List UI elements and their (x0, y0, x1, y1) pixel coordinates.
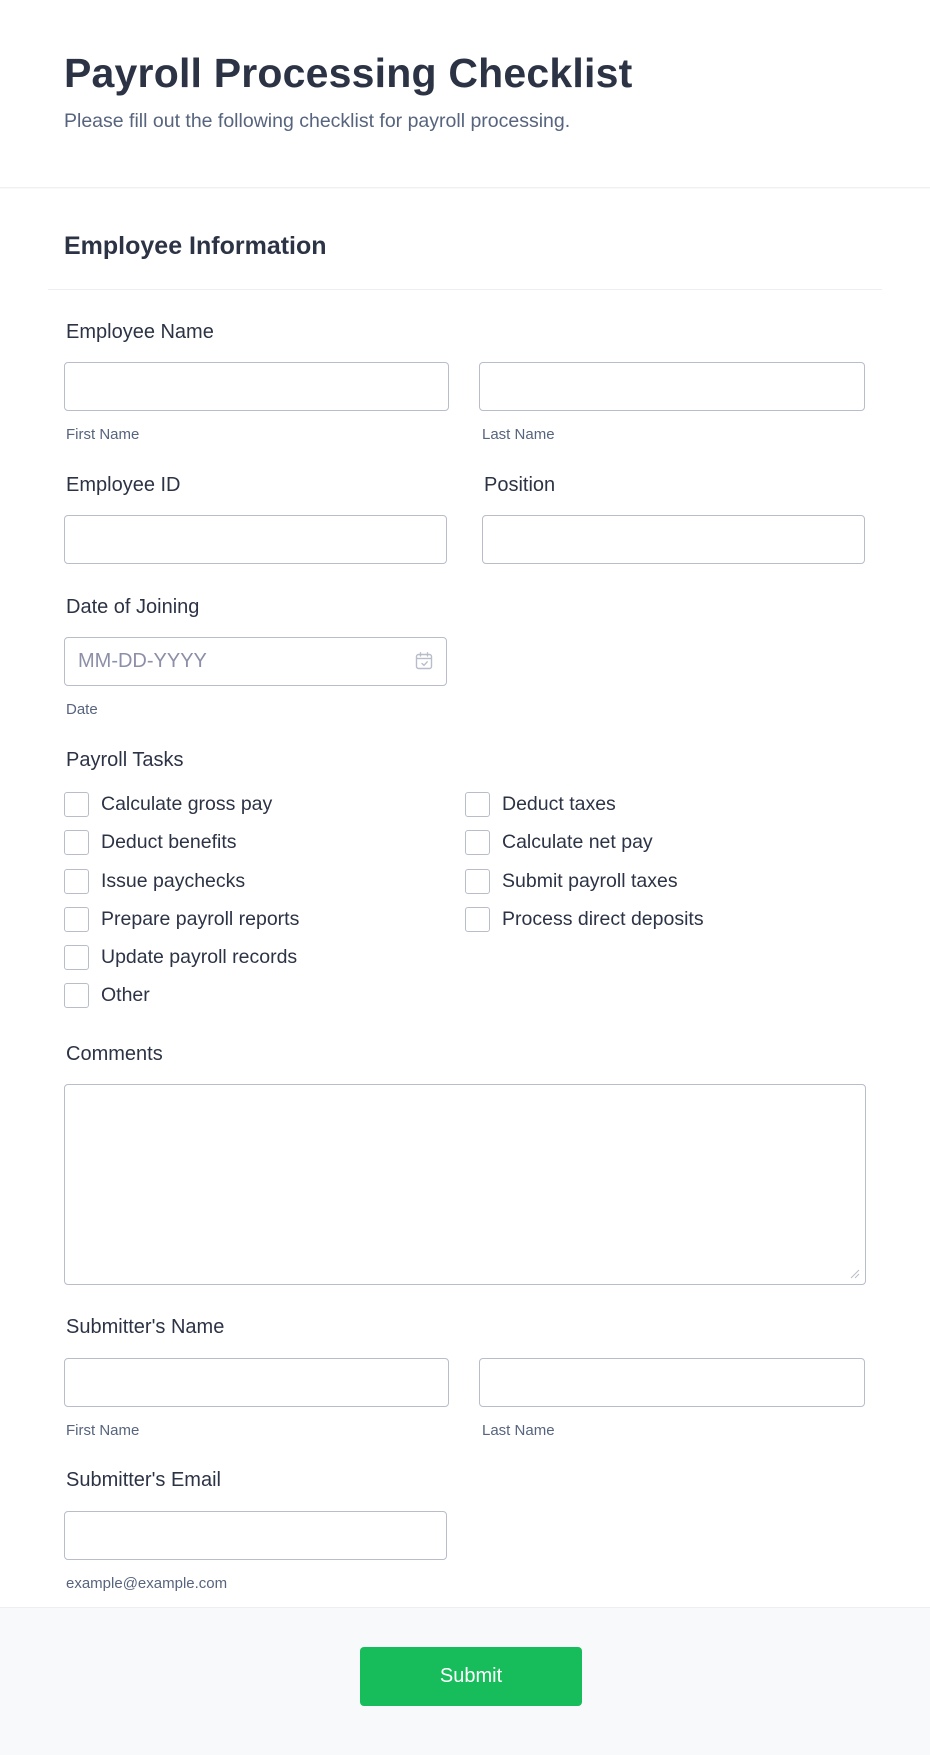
employee-id-input[interactable] (64, 515, 447, 564)
position-input[interactable] (482, 515, 865, 564)
submitter-email-label: Submitter's Email (66, 1469, 221, 1491)
employee-id-label: Employee ID (66, 474, 181, 496)
checkbox-option[interactable] (465, 791, 616, 817)
employee-name-label: Employee Name (66, 321, 214, 343)
calendar-icon[interactable] (414, 651, 434, 671)
checkbox-option[interactable] (64, 906, 299, 932)
checkbox[interactable] (64, 792, 89, 817)
checkbox[interactable] (465, 792, 490, 817)
submitter-first-name-sublabel: First Name (66, 1422, 140, 1439)
employee-last-name-input[interactable] (479, 362, 865, 411)
submit-button[interactable]: Submit (360, 1647, 582, 1706)
section-title: Employee Information (64, 232, 327, 260)
checkbox[interactable] (465, 907, 490, 932)
checkbox-label[interactable]: Prepare payroll reports (101, 907, 300, 930)
checkbox[interactable] (465, 830, 490, 855)
checkbox-option[interactable] (465, 829, 653, 855)
checkbox-option[interactable] (465, 906, 704, 932)
checkbox[interactable] (64, 945, 89, 970)
checkbox[interactable] (64, 907, 89, 932)
checkbox-label[interactable]: Submit payroll taxes (502, 869, 678, 892)
date-of-joining-input[interactable] (64, 637, 447, 686)
checkbox-option[interactable] (465, 868, 678, 894)
checkbox-label[interactable]: Deduct benefits (101, 830, 237, 853)
submitter-email-input[interactable] (64, 1511, 447, 1560)
submitter-last-name-sublabel: Last Name (482, 1422, 555, 1439)
checkbox-label[interactable]: Other (101, 983, 150, 1006)
checkbox-option[interactable] (64, 791, 272, 817)
employee-first-name-sublabel: First Name (66, 426, 140, 443)
checkbox-label[interactable]: Issue paychecks (101, 869, 246, 892)
form-header (0, 0, 930, 188)
checkbox-label[interactable]: Deduct taxes (502, 792, 616, 815)
checkbox-label[interactable]: Process direct deposits (502, 907, 704, 930)
checkbox[interactable] (64, 983, 89, 1008)
checkbox[interactable] (465, 869, 490, 894)
date-of-joining-sublabel: Date (66, 701, 98, 718)
form-title: Payroll Processing Checklist (64, 50, 633, 96)
checkbox[interactable] (64, 830, 89, 855)
section-divider (48, 289, 882, 290)
checkbox[interactable] (64, 869, 89, 894)
date-of-joining-label: Date of Joining (66, 596, 200, 618)
resize-handle-icon[interactable] (850, 1269, 860, 1279)
checkbox-option[interactable] (64, 982, 150, 1008)
submitter-last-name-input[interactable] (479, 1358, 865, 1407)
checkbox-label[interactable]: Update payroll records (101, 945, 298, 968)
submitter-email-sublabel: example@example.com (66, 1575, 228, 1592)
checkbox-option[interactable] (64, 944, 297, 970)
form-subtitle: Please fill out the following checklist for payroll processing. (64, 110, 571, 132)
employee-last-name-sublabel: Last Name (482, 426, 555, 443)
comments-label: Comments (66, 1043, 163, 1065)
checkbox-label[interactable]: Calculate net pay (502, 830, 653, 853)
employee-first-name-input[interactable] (64, 362, 449, 411)
checkbox-label[interactable]: Calculate gross pay (101, 792, 273, 815)
submitter-first-name-input[interactable] (64, 1358, 449, 1407)
payroll-tasks-label: Payroll Tasks (66, 749, 184, 771)
comments-textarea[interactable] (64, 1084, 866, 1285)
position-label: Position (484, 474, 556, 496)
checkbox-option[interactable] (64, 868, 245, 894)
footer-divider (0, 1607, 930, 1608)
submitter-name-label: Submitter's Name (66, 1316, 225, 1338)
checkbox-option[interactable] (64, 829, 237, 855)
